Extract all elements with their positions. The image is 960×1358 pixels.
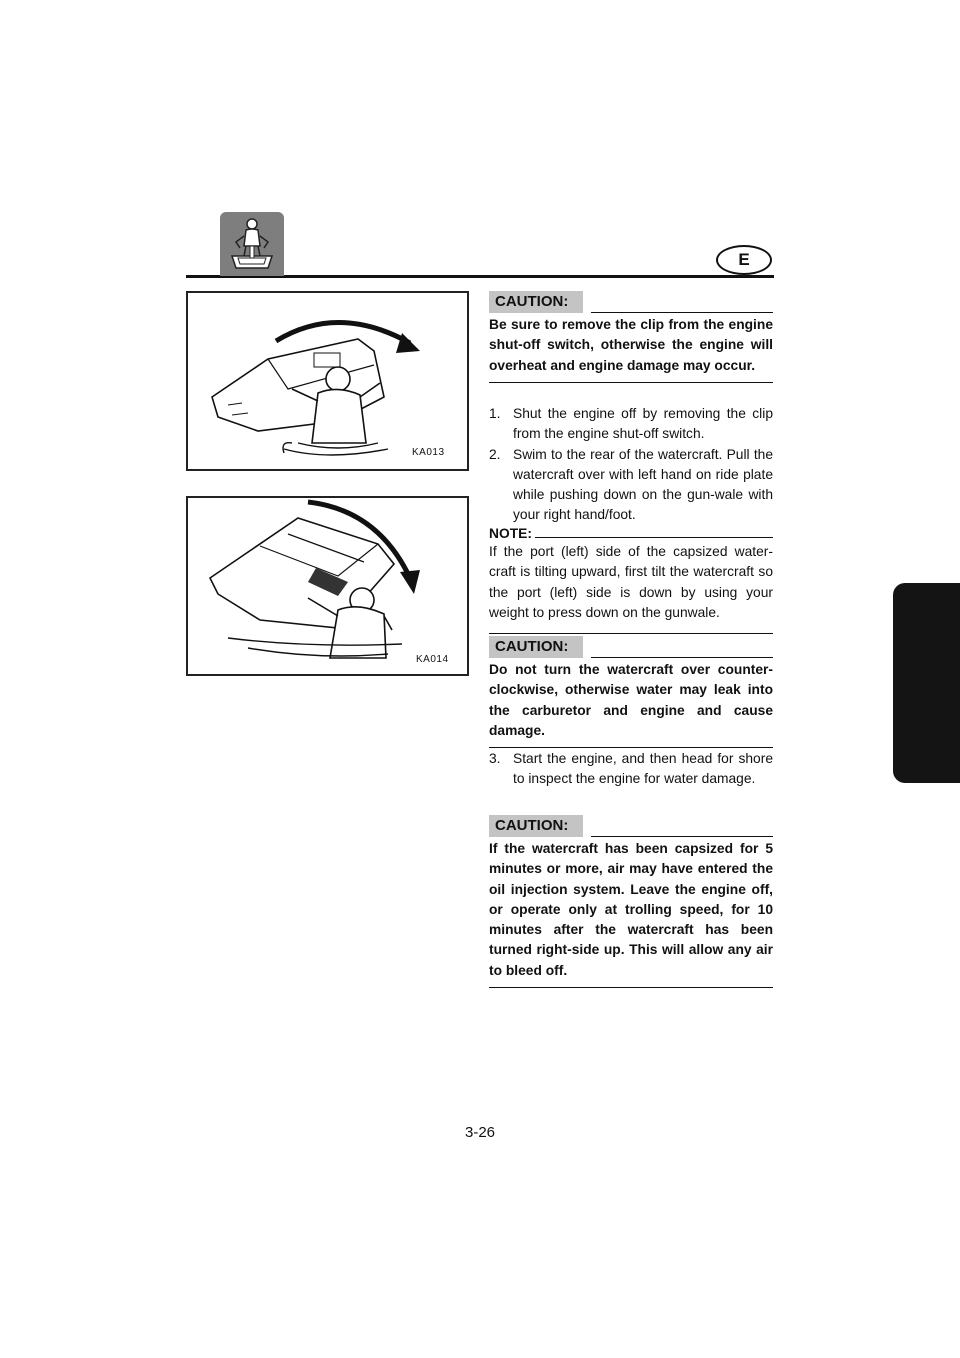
caution-header (489, 291, 773, 313)
caution-block-1 (489, 291, 773, 383)
step-number: 3. (489, 751, 501, 766)
caution-text: Be sure to remove the clip from the engine shut-off switch, otherwise the engine will overheat and engine damage may occur. (489, 317, 773, 373)
figure-righting-watercraft-1 (186, 291, 469, 471)
note-text: If the port (left) side of the capsized water-craft is tilting upward, first tilt the watercraft so the port (left) side is down by using your weight to press down on the gunwale. (489, 544, 773, 620)
caution-block-3 (489, 815, 773, 988)
caution-rule (591, 312, 773, 313)
step-text: Swim to the rear of the watercraft. Pull the watercraft over with left hand on ride plate while pushing down on the gun-wale with your right hand/foot. (513, 446, 773, 523)
caution-header (489, 815, 773, 837)
figure-code: KA013 (412, 447, 445, 458)
steps-1-2 (489, 404, 773, 526)
language-badge: E (716, 245, 772, 275)
step-number: 2. (489, 446, 501, 462)
caution-label: CAUTION: (489, 291, 583, 313)
caution-header (489, 636, 773, 658)
caution-block-2 (489, 636, 773, 748)
watercraft-rider-icon (220, 212, 284, 276)
step-text: Shut the engine off by removing the clip from the engine shut-off switch. (513, 406, 773, 442)
figure-righting-watercraft-2 (186, 496, 469, 676)
figure-illustration-1 (188, 293, 467, 469)
caution-text: Do not turn the watercraft over counter-clockwise, otherwise water may leak into the carburetor and engine and cause damage. (489, 662, 773, 738)
step-number: 1. (489, 406, 501, 421)
step-item (489, 445, 773, 526)
caution-bottom-rule (489, 987, 773, 988)
note-header (489, 524, 773, 542)
note-bottom-rule (489, 633, 773, 634)
chapter-tab (893, 583, 960, 783)
caution-rule (591, 836, 773, 837)
caution-bottom-rule (489, 382, 773, 383)
note-rule (535, 537, 773, 538)
caution-label: CAUTION: (489, 815, 583, 837)
figure-code: KA014 (416, 654, 449, 665)
figure-illustration-2 (188, 498, 467, 674)
step-text: Start the engine, and then head for shore to inspect the engine for water damage. (513, 751, 773, 787)
step-3 (489, 749, 773, 790)
note-block (489, 524, 773, 634)
step-item (489, 404, 773, 445)
step-item (489, 749, 773, 790)
note-label: NOTE: (489, 526, 532, 541)
caution-label: CAUTION: (489, 636, 583, 658)
page-number: 3-26 (464, 1124, 496, 1141)
caution-rule (591, 657, 773, 658)
caution-text: If the watercraft has been capsized for 5 minutes or more, air may have entered the oil injection system. Leave the engine off, or operate only at trolling speed, for 10 minutes after the watercraft has been turned right-side up. This will allow any air to bleed off. (489, 841, 773, 978)
